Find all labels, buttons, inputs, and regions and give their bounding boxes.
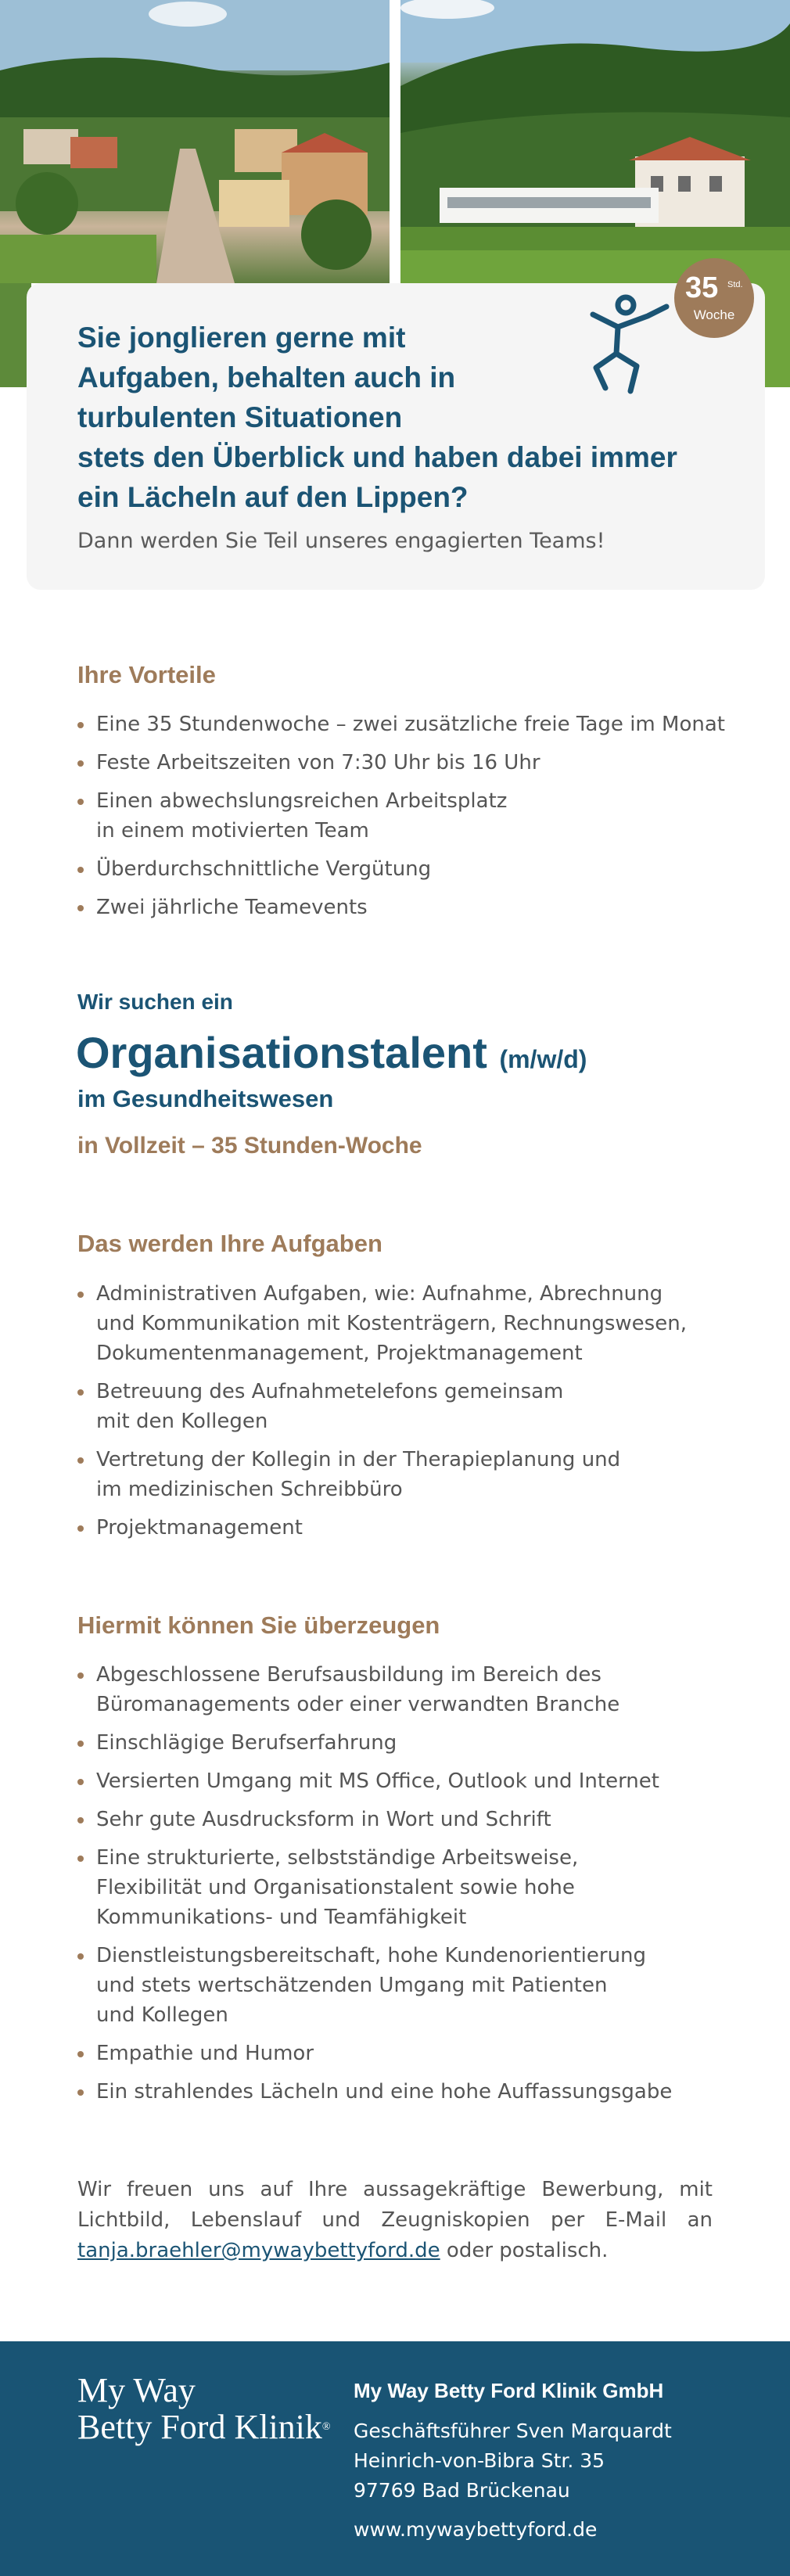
tasks-list: [77, 1279, 742, 1551]
list-item-line: Projektmanagement: [96, 1516, 303, 1539]
intro-headline: [77, 318, 719, 517]
list-item-line: Empathie und Humor: [96, 2042, 314, 2065]
list-item-line: Administrativen Aufgaben, wie: Aufnahme, Abrechnung: [96, 1282, 663, 1306]
requirements-title: Hiermit können Sie überzeugen: [77, 1611, 440, 1639]
job-title-main: Organisationstalent: [76, 1028, 487, 1077]
list-item: [77, 1805, 742, 1834]
tasks-title: Das werden Ihre Aufgaben: [77, 1230, 382, 1257]
closing-line-rest: oder postalisch.: [440, 2239, 609, 2262]
list-item-line: und Kollegen: [96, 2003, 228, 2027]
closing-line: Wir freuen uns auf Ihre aussagekräftige Bewerbung, mit: [77, 2178, 713, 2201]
address-line: Geschäftsführer Sven Marquardt: [354, 2420, 672, 2442]
list-item: [77, 1941, 742, 2030]
list-item-line: Büromanagements oder einer verwandten Branche: [96, 1693, 620, 1716]
badge-number: 35: [685, 271, 719, 304]
list-item: [77, 2039, 742, 2068]
list-item: [77, 1445, 742, 1504]
headline-line: turbulenten Situationen: [77, 401, 403, 433]
list-item-line: Vertretung der Kollegin in der Therapieplanung und: [96, 1448, 621, 1471]
address-line: Heinrich-von-Bibra Str. 35: [354, 2449, 605, 2472]
logo-line: [77, 2409, 331, 2446]
logo-line: My Way: [77, 2371, 196, 2409]
list-item: [77, 710, 742, 739]
list-item: [77, 1728, 742, 1758]
job-title: [76, 1027, 587, 1078]
benefits-title: Ihre Vorteile: [77, 661, 216, 688]
list-item: [77, 1279, 742, 1368]
list-item: [77, 748, 742, 778]
seek-label: Wir suchen ein: [77, 990, 233, 1014]
headline-line: Aufgaben, behalten auch in: [77, 361, 456, 393]
list-item: [77, 1513, 742, 1543]
website-link[interactable]: www.mywaybettyford.de: [354, 2518, 598, 2541]
list-item-line: Kommunikations- und Teamfähigkeit: [96, 1906, 467, 1929]
company-name: My Way Betty Ford Klinik GmbH: [354, 2379, 664, 2402]
headline-line: stets den Überblick und haben dabei immer: [77, 441, 677, 473]
closing-paragraph: [77, 2175, 713, 2266]
list-item: [77, 2077, 742, 2107]
job-field: im Gesundheitswesen: [77, 1085, 334, 1112]
benefits-list: [77, 710, 742, 931]
list-item-line: Abgeschlossene Berufsausbildung im Bereich des: [96, 1663, 601, 1687]
list-item-line: Flexibilität und Organisationstalent sowie hohe: [96, 1876, 575, 1899]
list-item: [77, 854, 742, 884]
headline-line: ein Lächeln auf den Lippen?: [77, 481, 469, 513]
list-item-line: Feste Arbeitszeiten von 7:30 Uhr bis 16 Uhr: [96, 751, 540, 774]
list-item-line: Einen abwechslungsreichen Arbeitsplatz: [96, 789, 508, 813]
list-item-line: Einschlägige Berufserfahrung: [96, 1731, 397, 1755]
list-item-line: im medizinischen Schreibbüro: [96, 1478, 403, 1501]
intro-subline: Dann werden Sie Teil unseres engagierten Teams!: [77, 529, 605, 553]
list-item: [77, 893, 742, 922]
company-address: [354, 2416, 672, 2506]
headline-line: Sie jonglieren gerne mit: [77, 322, 406, 354]
list-item-line: Versierten Umgang mit MS Office, Outlook und Internet: [96, 1769, 659, 1793]
clinic-campus-photo: [0, 0, 390, 283]
list-item: [77, 1660, 742, 1719]
registered-mark: ®: [321, 2421, 331, 2433]
closing-line: [77, 2236, 713, 2266]
list-item-line: Überdurchschnittliche Vergütung: [96, 857, 432, 881]
list-item-line: Ein strahlendes Lächeln und eine hohe Auffassungsgabe: [96, 2080, 673, 2104]
badge-unit: Std.: [727, 280, 743, 289]
list-item-line: und stets wertschätzenden Umgang mit Patienten: [96, 1974, 608, 1997]
clinic-logo: [77, 2373, 331, 2446]
list-item-line: Eine 35 Stundenwoche – zwei zusätzliche freie Tage im Monat: [96, 713, 725, 736]
list-item-line: in einem motivierten Team: [96, 819, 369, 842]
address-line: 97769 Bad Brückenau: [354, 2479, 570, 2502]
email-link[interactable]: tanja.braehler@mywaybettyford.de: [77, 2239, 440, 2262]
list-item-line: Zwei jährliche Teamevents: [96, 896, 368, 919]
list-item: [77, 1377, 742, 1436]
list-item-line: Betreuung des Aufnahmetelefons gemeinsam: [96, 1380, 564, 1403]
closing-line: Lichtbild, Lebenslauf und Zeugniskopien per E-Mail an: [77, 2208, 713, 2232]
badge-label: Woche: [693, 307, 735, 322]
job-title-suffix: (m/w/d): [499, 1045, 587, 1073]
list-item: [77, 1766, 742, 1796]
list-item-line: mit den Kollegen: [96, 1410, 268, 1433]
job-type: in Vollzeit – 35 Stunden-Woche: [77, 1133, 422, 1159]
list-item-line: Sehr gute Ausdrucksform in Wort und Schrift: [96, 1808, 551, 1831]
footer: [0, 2341, 790, 2576]
list-item: [77, 1843, 742, 1932]
list-item-line: Dokumentenmanagement, Projektmanagement: [96, 1342, 583, 1365]
logo-line-text: Betty Ford Klinik: [77, 2408, 322, 2446]
list-item: [77, 786, 742, 846]
list-item-line: Dienstleistungsbereitschaft, hohe Kundenorientierung: [96, 1944, 647, 1967]
requirements-list: [77, 1660, 742, 2115]
list-item-line: Eine strukturierte, selbstständige Arbeitsweise,: [96, 1846, 579, 1870]
list-item-line: und Kommunikation mit Kostenträgern, Rechnungswesen,: [96, 1312, 687, 1335]
